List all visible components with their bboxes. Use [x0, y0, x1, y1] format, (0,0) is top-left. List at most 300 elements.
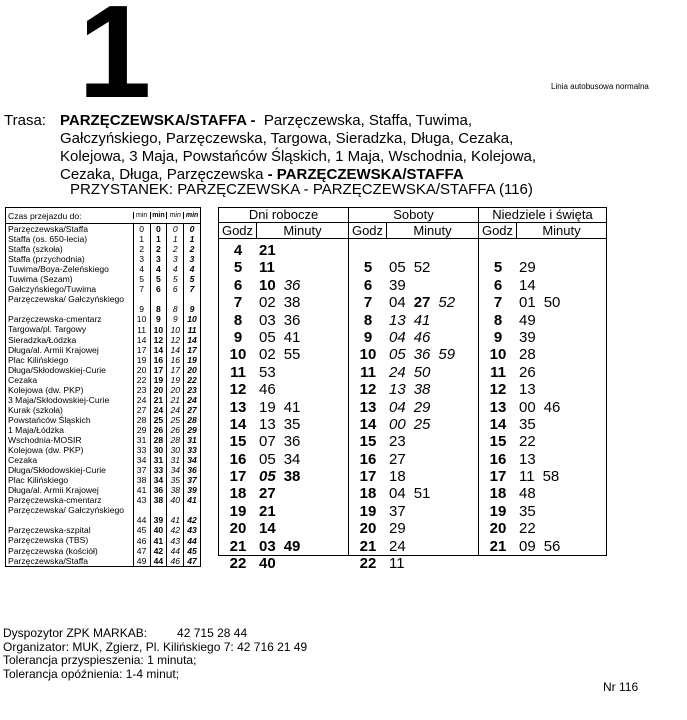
schedule-row: [349, 433, 478, 450]
travel-time-row: [6, 415, 200, 425]
departure-minute: 24: [389, 363, 406, 381]
departure-minute: 00: [389, 415, 406, 433]
minutes-cell: [517, 294, 568, 311]
travel-time-value: 19: [166, 375, 183, 385]
hour-cell: 20: [489, 520, 507, 538]
departure-minute: 51: [413, 485, 431, 503]
minutes-cell: [387, 312, 438, 329]
schedule-row: [219, 242, 348, 259]
hour-cell: 17: [489, 468, 507, 486]
schedule-row: [349, 520, 478, 537]
departure-minute: 13: [519, 381, 536, 399]
stop-label: 3 Maja/Skłodowskiej-Curie: [8, 394, 110, 405]
hour-cell: 5: [493, 259, 503, 277]
travel-time-value: 1: [133, 234, 150, 244]
schedule-row: [349, 399, 478, 416]
minutes-cell: [387, 381, 438, 398]
schedule-row: [219, 485, 348, 502]
travel-time-value: 7: [133, 284, 150, 294]
hour-cell: 5: [363, 259, 373, 277]
travel-time-value: 31: [133, 435, 150, 445]
departure-minute: 03: [259, 537, 276, 555]
departure-minute: 13: [389, 381, 406, 399]
travel-time-value: 42: [183, 505, 200, 525]
stop-label: Parzęczewska/Staffa: [8, 555, 89, 566]
hour-header: Godz: [219, 223, 257, 238]
travel-time-value: 25: [166, 415, 183, 425]
stop-label: Parzęczewska/ Gałczyńskiego: [8, 294, 125, 305]
hour-cell: [349, 242, 387, 259]
travel-time-value: 9: [133, 294, 150, 314]
travel-time-value: 44: [150, 556, 167, 566]
hour-cell: 14: [489, 415, 507, 433]
stop-label: Długa/al. Armii Krajowej: [8, 344, 99, 355]
departure-minute: 27: [389, 450, 406, 468]
departure-minute: 49: [283, 537, 301, 555]
stop-label: Długa/Skłodowskiej-Curie: [8, 364, 106, 375]
minutes-cell: [257, 294, 308, 311]
departure-minute: 04: [389, 398, 406, 416]
travel-time-value: 42: [150, 546, 167, 556]
departure-minute: 13: [259, 415, 276, 433]
departure-minute: 36: [283, 276, 301, 294]
departure-minute: 11: [519, 468, 535, 486]
schedule-row: [219, 538, 348, 555]
departure-minute: 50: [413, 363, 431, 381]
hour-cell: 5: [233, 259, 243, 277]
travel-time-value: 29: [133, 425, 150, 435]
departure-minute: 53: [259, 363, 276, 381]
travel-time-value: 4: [183, 264, 200, 274]
hour-cell: 10: [489, 346, 507, 364]
hour-cell: 8: [363, 311, 373, 329]
hour-cell: 18: [359, 485, 377, 503]
departure-minute: 24: [389, 537, 406, 555]
schedule-row: [349, 381, 478, 398]
departure-minute: 35: [283, 415, 301, 433]
hour-cell: 16: [489, 450, 507, 468]
travel-time-value: 19: [133, 355, 150, 365]
travel-time-value: 23: [133, 385, 150, 395]
departure-minute: 35: [519, 415, 536, 433]
schedule-row: [349, 451, 478, 468]
hour-cell: 20: [229, 520, 247, 538]
stop-label: Kurak (szkoła): [8, 404, 63, 415]
travel-time-row: [6, 465, 200, 475]
travel-time-value: 46: [133, 535, 150, 545]
departure-minute: 04: [389, 294, 406, 312]
travel-time-value: 1: [166, 234, 183, 244]
schedule-row: [349, 277, 478, 294]
departure-minute: 00: [519, 398, 536, 416]
stop-label: Parzęczewska/ Gałczyńskiego: [8, 505, 125, 516]
hour-cell: 9: [493, 328, 503, 346]
departure-minute: 04: [389, 328, 406, 346]
minutes-cell: [257, 520, 284, 537]
departure-minute: 05: [259, 328, 276, 346]
travel-time-row: [6, 525, 200, 535]
schedule-row: [349, 416, 478, 433]
tolerance-late: Tolerancja opóźnienia: 1-4 minut;: [3, 666, 180, 681]
route-end: - PARZĘCZEWSKA/STAFFA: [267, 166, 464, 183]
hour-cell: 22: [229, 555, 247, 573]
schedule-row: [479, 277, 606, 294]
departure-minute: 19: [259, 398, 276, 416]
schedule-row: [479, 399, 606, 416]
travel-time-value: 39: [183, 485, 200, 495]
travel-time-value: 43: [166, 535, 183, 545]
travel-time-value: 4: [133, 264, 150, 274]
route-start: PARZĘCZEWSKA/STAFFA -: [60, 112, 256, 129]
stop-label: Powstańców Śląskich: [8, 414, 91, 425]
travel-time-value: 11: [183, 324, 200, 334]
travel-time-value: 24: [133, 395, 150, 405]
departure-minute: 50: [543, 294, 561, 312]
hour-cell: 21: [489, 537, 507, 555]
stop-label: Gałczyńskiego/Tuwima: [8, 284, 97, 295]
departure-minute: 18: [389, 468, 406, 486]
stop-label: Parzęczewska-cmentarz: [8, 314, 102, 325]
travel-time-value: 22: [133, 375, 150, 385]
departure-minute: 37: [389, 502, 406, 520]
travel-time-value: 3: [150, 254, 167, 264]
travel-time-value: 38: [166, 485, 183, 495]
travel-time-value: 20: [133, 365, 150, 375]
minutes-cell: [257, 242, 284, 259]
schedule-row: [479, 242, 606, 259]
travel-time-row: [6, 244, 200, 254]
departure-minute: 46: [413, 328, 431, 346]
stop-label: Parzęczewska (TBS): [8, 535, 89, 546]
minutes-cell: [257, 538, 308, 555]
travel-time-value: 41: [183, 495, 200, 505]
schedule-row: [479, 312, 606, 329]
travel-time-row: [6, 556, 200, 566]
travel-time-value: 14: [150, 345, 167, 355]
hour-cell: 19: [229, 502, 247, 520]
minutes-cell: [257, 503, 284, 520]
departure-minute: 21: [259, 502, 276, 520]
travel-time-value: 33: [183, 445, 200, 455]
travel-time-value: 33: [133, 445, 150, 455]
departure-minute: 40: [259, 555, 276, 573]
stop-label: Cezaka: [8, 455, 38, 466]
travel-time-row: [6, 435, 200, 445]
travel-time-value: 27: [183, 405, 200, 415]
minutes-cell: [387, 520, 414, 537]
hour-cell: 19: [489, 502, 507, 520]
travel-time-value: 37: [183, 475, 200, 485]
travel-time-value: 17: [133, 345, 150, 355]
travel-time-row: [6, 324, 200, 334]
schedule-row: [219, 433, 348, 450]
hour-cell: 12: [359, 381, 377, 399]
hour-cell: 18: [229, 485, 247, 503]
departure-minute: 35: [519, 502, 536, 520]
travel-time-value: 3: [166, 254, 183, 264]
travel-time-value: 5: [150, 274, 167, 284]
departure-minute: 29: [413, 398, 431, 416]
departure-minute: 14: [259, 520, 276, 538]
minutes-cell: [387, 259, 438, 276]
travel-time-value: 14: [183, 335, 200, 345]
travel-time-row: [6, 375, 200, 385]
travel-time-value: 43: [183, 525, 200, 535]
travel-time-value: 30: [166, 445, 183, 455]
hour-cell: 10: [359, 346, 377, 364]
travel-time-value: 20: [150, 385, 167, 395]
minutes-header: Minuty: [387, 223, 479, 238]
hour-cell: 14: [229, 415, 247, 433]
departure-minute: 27: [259, 485, 276, 503]
travel-time-value: 12: [150, 335, 167, 345]
hour-cell: 14: [359, 415, 377, 433]
departure-minute: 05: [389, 259, 406, 277]
travel-time-row: [6, 294, 200, 314]
travel-time-value: 0: [183, 224, 200, 234]
dispatcher-label: Dyspozytor ZPK MARKAB:: [3, 626, 148, 640]
travel-time-value: 39: [150, 505, 167, 525]
travel-time-row: [6, 535, 200, 545]
departure-minute: 14: [519, 276, 536, 294]
minutes-cell: [517, 433, 544, 450]
travel-time-row: [6, 224, 200, 234]
travel-time-value: 0: [166, 224, 183, 234]
saturday-column: [349, 239, 479, 573]
travel-time-table: [5, 207, 201, 567]
hour-cell: 6: [233, 276, 243, 294]
minutes-cell: [257, 451, 308, 468]
travel-time-value: 3: [183, 254, 200, 264]
schedule-row: [349, 503, 478, 520]
stop-label: Parzęczewska/Staffa: [8, 224, 89, 234]
departure-minute: 10: [259, 276, 276, 294]
hour-cell: 8: [233, 311, 243, 329]
departure-minute: 13: [389, 311, 406, 329]
schedule-row: [349, 329, 478, 346]
travel-time-value: 19: [183, 355, 200, 365]
departure-minute: 48: [519, 485, 536, 503]
travel-time-value: 5: [133, 274, 150, 284]
departure-minute: 36: [283, 433, 301, 451]
stop-label: Tuwima/Boya-Żeleńskiego: [8, 264, 109, 275]
travel-time-value: 5: [183, 274, 200, 284]
departure-minute: 03: [259, 311, 276, 329]
hour-cell: 17: [359, 468, 377, 486]
minutes-cell: [517, 520, 544, 537]
minutes-cell: [517, 364, 544, 381]
hour-cell: 13: [489, 398, 507, 416]
hour-cell: 10: [229, 346, 247, 364]
departure-minute: 41: [413, 311, 431, 329]
stop-label: Wschodnia-MOSIR: [8, 434, 82, 445]
travel-time-row: [6, 345, 200, 355]
schedule-row: [479, 416, 606, 433]
travel-time-value: 36: [150, 485, 167, 495]
departure-minute: 26: [519, 363, 536, 381]
stop-label: Parzęczewska (kościół): [8, 545, 98, 556]
travel-time-row: [6, 395, 200, 405]
minutes-cell: [257, 346, 308, 363]
schedule-row: [479, 520, 606, 537]
departure-minute: 13: [519, 450, 536, 468]
travel-time-value: 12: [166, 335, 183, 345]
travel-time-value: 11: [133, 324, 150, 334]
schedule-row: [349, 294, 478, 311]
travel-time-header: Czas przejazdu do:: [8, 210, 82, 221]
departure-minute: 52: [413, 259, 431, 277]
hour-cell: 9: [363, 328, 373, 346]
hour-cell: 16: [229, 450, 247, 468]
stop-label: Plac Kilińskiego: [8, 475, 69, 486]
travel-time-value: 26: [150, 425, 167, 435]
stop-label: Sieradzka/Łódzka: [8, 334, 77, 345]
travel-time-value: 31: [150, 455, 167, 465]
departure-minute: 58: [542, 468, 560, 486]
hour-cell: 15: [229, 433, 247, 451]
travel-time-value: 25: [150, 415, 167, 425]
hour-cell: 11: [490, 363, 506, 381]
route-description: [4, 112, 684, 184]
travel-time-value: 41: [150, 535, 167, 545]
travel-time-row: [6, 234, 200, 244]
hour-cell: 12: [229, 381, 247, 399]
departure-minute: 38: [283, 294, 301, 312]
departure-minute: 25: [413, 415, 431, 433]
departure-minute: 56: [543, 537, 561, 555]
col-header-min: min: [183, 212, 200, 219]
stop-label: 1 Maja/Łódzka: [8, 424, 64, 435]
departure-minute: 34: [283, 450, 301, 468]
route-line2: Gałczyńskiego, Parzęczewska, Targowa, Sieradzka, Długa, Cezaka,: [60, 130, 514, 147]
travel-time-row: [6, 475, 200, 485]
hour-cell: 11: [360, 363, 376, 381]
travel-time-value: 46: [166, 556, 183, 566]
travel-time-value: 30: [150, 445, 167, 455]
departure-minute: 22: [519, 433, 536, 451]
travel-time-value: 36: [183, 465, 200, 475]
stop-label: Parzęczewska-szpital: [8, 525, 91, 536]
travel-time-value: 20: [183, 365, 200, 375]
schedule-row: [479, 485, 606, 502]
departure-minute: 29: [389, 520, 406, 538]
travel-time-value: 38: [150, 495, 167, 505]
travel-time-value: 28: [183, 415, 200, 425]
minutes-cell: [387, 503, 414, 520]
schedule-row: [479, 451, 606, 468]
minutes-cell: [257, 364, 284, 381]
minutes-header: Minuty: [542, 223, 581, 238]
schedule-row: [349, 538, 478, 555]
schedule-row: [219, 555, 348, 572]
hour-cell: 7: [363, 294, 373, 312]
hour-cell: 13: [229, 398, 247, 416]
travel-time-value: 49: [133, 556, 150, 566]
departure-minute: 36: [283, 311, 301, 329]
line-number: 1: [78, 0, 152, 125]
travel-time-value: 0: [150, 224, 167, 234]
hour-header: Godz: [349, 223, 387, 238]
section-weekday: Dni robocze: [219, 208, 349, 222]
travel-time-value: 44: [133, 505, 150, 525]
travel-time-value: 28: [150, 435, 167, 445]
hour-cell: 13: [359, 398, 377, 416]
schedule-row: [219, 503, 348, 520]
travel-time-value: 21: [166, 395, 183, 405]
organizer-info: Organizator: MUK, Zgierz, Pl. Kilińskiego 7: 42 716 21 49: [3, 639, 308, 654]
departure-minute: 23: [389, 433, 406, 451]
hour-cell: 8: [493, 311, 503, 329]
stop-label: Staffa (przychodnia): [8, 254, 85, 265]
travel-time-value: 40: [150, 525, 167, 535]
stop-label: Długa/Skłodowskiej-Curie: [8, 465, 106, 476]
departure-minute: 02: [259, 346, 276, 364]
col-header-min: min: [166, 212, 183, 219]
departure-minute: 39: [389, 276, 406, 294]
minutes-cell: [517, 399, 568, 416]
hour-cell: 22: [359, 555, 377, 573]
travel-time-value: 9: [183, 294, 200, 314]
footer-info: [3, 627, 307, 681]
travel-time-value: 41: [166, 505, 183, 525]
travel-time-value: 5: [166, 274, 183, 284]
departure-minute: 22: [519, 520, 536, 538]
minutes-cell: [387, 399, 438, 416]
minutes-cell: [517, 329, 544, 346]
hour-header: Godz: [479, 223, 517, 238]
minutes-cell: [387, 451, 414, 468]
schedule-row: [219, 364, 348, 381]
departure-minute: 29: [519, 259, 536, 277]
travel-time-row: [6, 385, 200, 395]
schedule-row: [349, 312, 478, 329]
departure-minute: 46: [543, 398, 561, 416]
schedule-row: [479, 503, 606, 520]
hour-cell: 6: [363, 276, 373, 294]
travel-time-value: 8: [166, 294, 183, 314]
schedule-row: [219, 520, 348, 537]
travel-time-value: 24: [183, 395, 200, 405]
travel-time-value: 41: [133, 485, 150, 495]
schedule-row: [479, 346, 606, 363]
schedule-row: [349, 555, 478, 572]
hour-cell: 12: [489, 381, 507, 399]
route-line1: Parzęczewska, Staffa, Tuwima,: [263, 112, 473, 129]
minutes-cell: [257, 468, 308, 485]
departure-minute: 38: [413, 381, 431, 399]
travel-time-row: [6, 445, 200, 455]
schedule-row: [479, 433, 606, 450]
minutes-cell: [517, 503, 544, 520]
schedule-row: [479, 364, 606, 381]
travel-time-value: 6: [166, 284, 183, 294]
travel-time-value: 33: [150, 465, 167, 475]
minutes-cell: [257, 277, 308, 294]
route-label: Trasa:: [4, 112, 46, 129]
travel-time-value: 10: [133, 314, 150, 324]
stop-name: PRZYSTANEK: PARZĘCZEWSKA - PARZĘCZEWSKA/STAFFA (116): [70, 181, 533, 198]
minutes-cell: [387, 294, 463, 311]
travel-time-value: 4: [166, 264, 183, 274]
stop-label: Kolejowa (dw. PKP): [8, 445, 84, 456]
schedule-row: [479, 329, 606, 346]
departure-minute: 09: [519, 537, 536, 555]
travel-time-row: [6, 365, 200, 375]
schedule-row: [349, 242, 478, 259]
travel-time-value: 2: [150, 244, 167, 254]
minutes-cell: [517, 468, 567, 485]
col-header-min: min: [133, 212, 150, 219]
